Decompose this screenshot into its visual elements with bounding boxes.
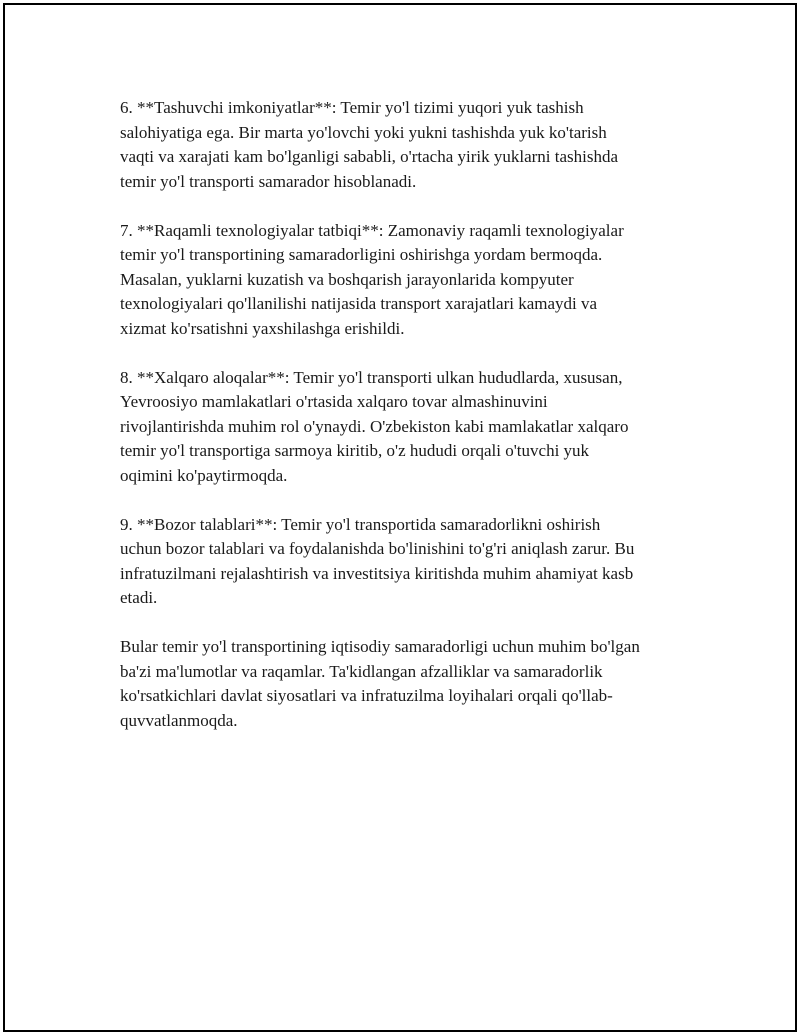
text-line: ba'zi ma'lumotlar va raqamlar. Ta'kidlangan afzalliklar va samaradorlik bbox=[120, 661, 603, 681]
text-line: 7. **Raqamli texnologiyalar tatbiqi**: Zamonaviy raqamli texnologiyalar bbox=[120, 220, 624, 240]
text-line: quvvatlanmoqda. bbox=[120, 710, 238, 730]
text-line: etadi. bbox=[120, 588, 158, 607]
text-line: temir yo'l transportining samaradorligini oshirishga yordam bermoqda. bbox=[120, 245, 603, 264]
text-line: infratuzilmani rejalashtirish va investitsiya kiritishda muhim ahamiyat kasb bbox=[120, 563, 634, 583]
text-line: Masalan, yuklarni kuzatish va boshqarish jarayonlarida kompyuter bbox=[120, 269, 574, 289]
text-line: Bular temir yo'l transportining iqtisodiy samaradorligi uchun muhim bo'lgan bbox=[120, 637, 640, 656]
paragraph-digital-technologies bbox=[120, 219, 692, 342]
document-page bbox=[3, 3, 797, 1032]
text-line: 8. **Xalqaro aloqalar**: Temir yo'l transporti ulkan hududlarda, xususan, bbox=[120, 367, 623, 387]
text-line: temir yo'l transporti samarador hisoblanadi. bbox=[120, 171, 417, 191]
paragraph-market-demands bbox=[120, 513, 692, 611]
paragraph-carrying-capacity bbox=[120, 96, 692, 194]
text-line: texnologiyalari qo'llanilishi natijasida transport xarajatlari kamaydi va bbox=[120, 294, 598, 313]
text-line: vaqti va xarajati kam bo'lganligi sababli, o'rtacha yirik yuklarni tashishda bbox=[120, 147, 619, 166]
paragraph-international-relations bbox=[120, 366, 692, 489]
text-line: 9. **Bozor talablari**: Temir yo'l transportida samaradorlikni oshirish bbox=[120, 514, 601, 534]
text-line: ko'rsatkichlari davlat siyosatlari va infratuzilma loyihalari orqali qo'llab- bbox=[120, 686, 613, 705]
text-line: rivojlantirishda muhim rol o'ynaydi. O'zbekiston kabi mamlakatlar xalqaro bbox=[120, 416, 629, 436]
text-line: oqimini ko'paytirmoqda. bbox=[120, 465, 288, 485]
text-line: salohiyatiga ega. Bir marta yo'lovchi yoki yukni tashishda yuk ko'tarish bbox=[120, 122, 607, 142]
paragraph-conclusion bbox=[120, 635, 692, 733]
text-line: xizmat ko'rsatishni yaxshilashga erishildi. bbox=[120, 318, 405, 338]
document-body bbox=[120, 96, 692, 758]
text-line: 6. **Tashuvchi imkoniyatlar**: Temir yo'l tizimi yuqori yuk tashish bbox=[120, 98, 584, 117]
text-line: temir yo'l transportiga sarmoya kiritib, o'z hududi orqali o'tuvchi yuk bbox=[120, 441, 590, 460]
text-line: Yevroosiyo mamlakatlari o'rtasida xalqaro tovar almashinuvini bbox=[120, 392, 548, 411]
text-line: uchun bozor talablari va foydalanishda bo'linishini to'g'ri aniqlash zarur. Bu bbox=[120, 539, 635, 558]
